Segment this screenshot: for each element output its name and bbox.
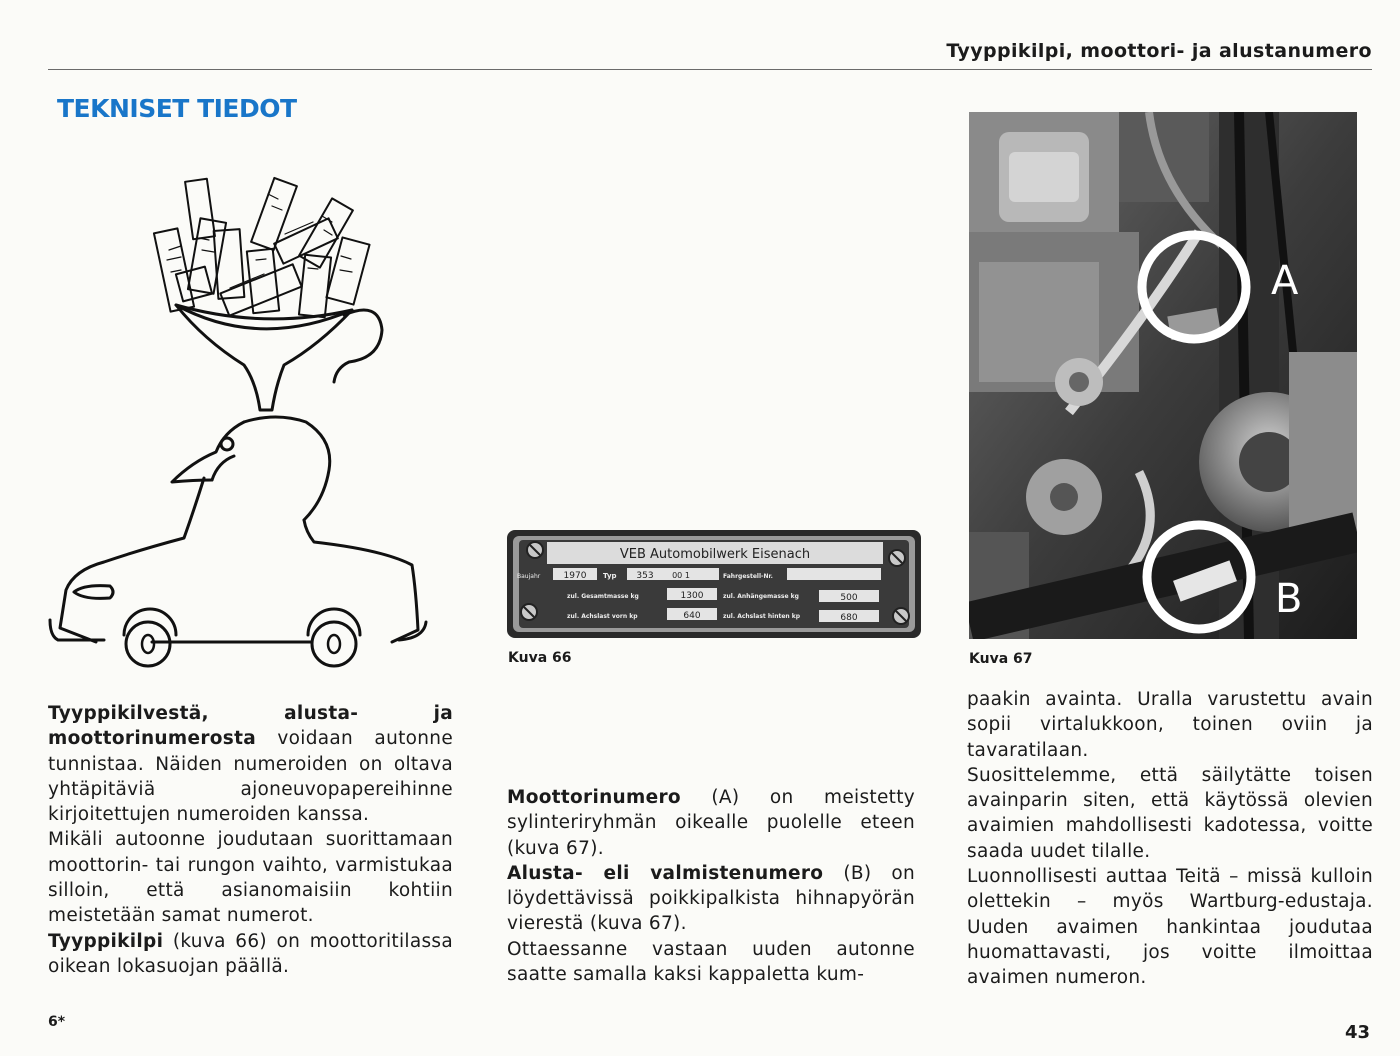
page-number: 43 bbox=[1344, 1022, 1370, 1043]
bold-term: Tyyppikilvestä, alusta- ja moottorinumerosta bbox=[48, 703, 453, 750]
plate-label-trailer: zul. Anhängemasse kg bbox=[723, 593, 799, 600]
plate-front: 640 bbox=[683, 611, 701, 621]
marker-a: A bbox=[1271, 258, 1299, 304]
plate-type-sub: 00 1 bbox=[672, 571, 690, 580]
text-column-1 bbox=[48, 701, 453, 979]
marker-b: B bbox=[1275, 576, 1303, 622]
plate-total: 1300 bbox=[680, 591, 704, 601]
plate-label-front: zul. Achslast vorn kp bbox=[567, 613, 638, 620]
plate-label-rear: zul. Achslast hinten kp bbox=[723, 613, 801, 620]
plate-trailer: 500 bbox=[840, 593, 858, 603]
plate-label-chassis: Fahrgestell-Nr. bbox=[723, 573, 773, 580]
paragraph-text: (B) on löydettävissä poikkipalkista hihnapyörän vierestä (kuva 67). bbox=[507, 862, 915, 935]
text-column-2 bbox=[507, 785, 915, 987]
signature-mark: 6* bbox=[48, 1014, 66, 1030]
text-column-3 bbox=[967, 687, 1373, 991]
header-rule bbox=[48, 69, 1372, 70]
paragraph-text: (kuva 66) on moottoritilassa oikean lokasuojan päällä. bbox=[48, 930, 453, 977]
paragraph-dealer: Luonnollisesti auttaa Teitä – missä kulloin olettekin – myös Wartburg-edustaja. Uuden avaimen hankintaa joudutaa huomattavasti, jos voitte ilmoittaa avaimen numeron. bbox=[967, 866, 1373, 989]
plate-type: 353 bbox=[636, 571, 654, 581]
paragraph-spare-keys: Suosittelemme, että säilytätte toisen avainparin siten, että käytössä olevien avaimien mahdollisesti kadotessa, voitte saada uudet tilalle. bbox=[967, 764, 1373, 862]
plate-year: 1970 bbox=[563, 571, 587, 581]
paragraph-chassis-number bbox=[507, 861, 915, 937]
bold-term: Alusta- eli valmistenumero bbox=[507, 862, 824, 884]
plate-maker: VEB Automobilwerk Eisenach bbox=[619, 547, 811, 562]
engine-photo bbox=[969, 112, 1357, 639]
plate-label-type: Typ bbox=[603, 572, 617, 580]
paragraph-identification bbox=[48, 701, 453, 827]
car-funnel-cartoon-icon bbox=[44, 160, 444, 680]
plate-rear: 680 bbox=[840, 613, 858, 623]
running-header: Tyyppikilpi, moottori- ja alustanumero bbox=[946, 40, 1372, 62]
paragraph-keys-start: Ottaessanne vastaan uuden autonne saatte samalla kaksi kappaletta kum- bbox=[507, 938, 915, 986]
paragraph-engine-number bbox=[507, 785, 915, 861]
section-title: TEKNISET TIEDOT bbox=[57, 94, 297, 123]
figure-caption-67: Kuva 67 bbox=[969, 651, 1033, 667]
plate-label-year: Baujahr bbox=[517, 573, 541, 580]
bold-term: Tyyppikilpi bbox=[48, 930, 164, 952]
paragraph-replacement: Mikäli autoonne joudutaan suorittamaan moottorin- tai rungon vaihto, varmistukaa silloin, että asianomaisiin kohtiin meistetään samat numerot. bbox=[48, 829, 453, 927]
paragraph-text: (A) on meistetty sylinteriryhmän oikealle puolelle eteen (kuva 67). bbox=[507, 787, 915, 859]
paragraph-text: voidaan autonne tunnistaa. Näiden numeroiden on oltava yhtäpitäviä ajoneuvopapereihinne kirjoitettujen numeroiden kanssa. bbox=[48, 728, 453, 826]
paragraph-type-plate bbox=[48, 929, 453, 980]
type-plate bbox=[505, 528, 923, 640]
paragraph-keys: paakin avainta. Uralla varustettu avain sopii virtalukkoon, toinen oviin ja tavaratilaan. bbox=[967, 689, 1373, 761]
figure-caption-66: Kuva 66 bbox=[508, 650, 572, 666]
plate-label-total: zul. Gesamtmasse kg bbox=[567, 593, 639, 600]
bold-term: Moottorinumero bbox=[507, 787, 681, 808]
